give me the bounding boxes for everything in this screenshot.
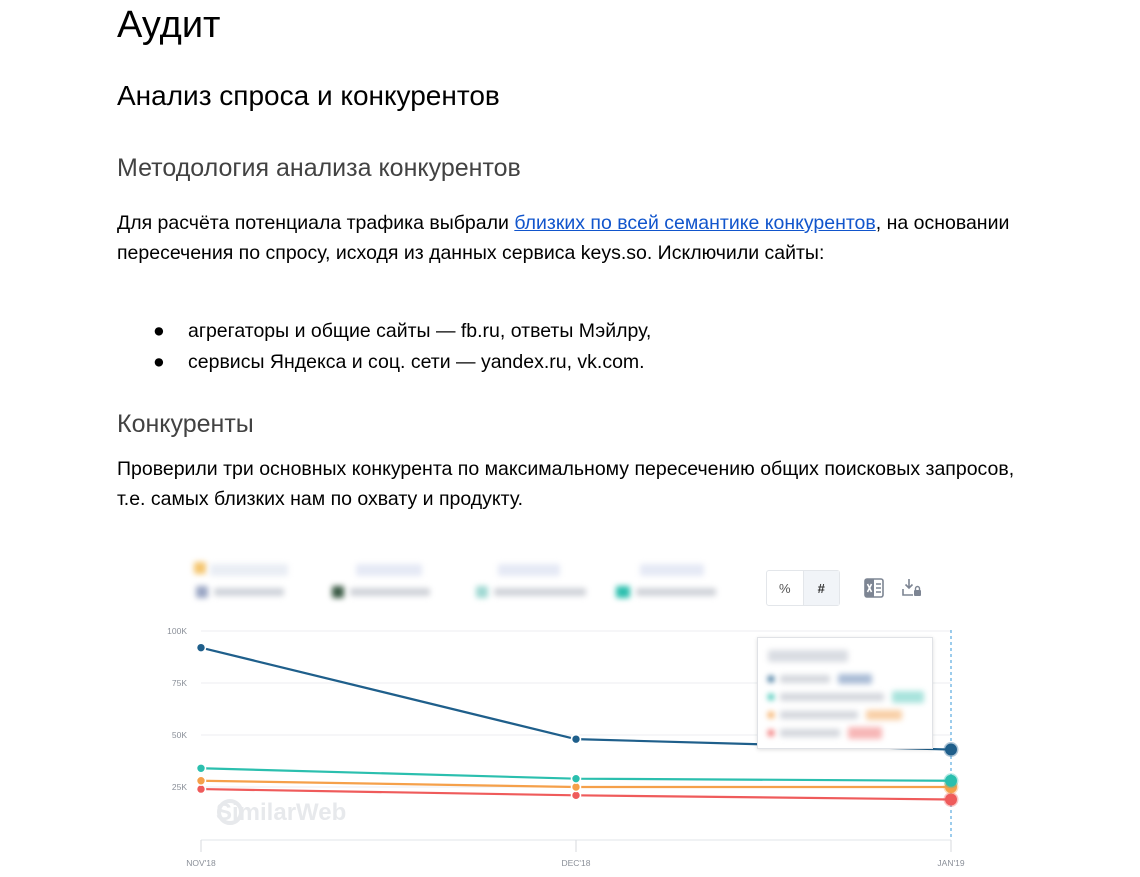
y-tick-label: 75K [171, 678, 187, 688]
hover-tooltip [757, 637, 933, 749]
bullet-icon: ● [153, 351, 165, 373]
bullet-icon: ● [153, 320, 165, 342]
number-toggle-button[interactable]: # [803, 571, 840, 605]
list-item-text: сервисы Яндекса и соц. сети — yandex.ru, vk.com. [188, 351, 645, 373]
competitors-paragraph: Проверили три основных конкурента по максимальному пересечению общих поисковых запросов, т.е. самых близких нам по охвату и продукту. [117, 458, 1015, 510]
page-subtitle: Анализ спроса и конкурентов [117, 80, 500, 111]
data-point[interactable] [197, 643, 206, 652]
y-tick-label: 25K [171, 782, 187, 792]
data-point[interactable] [945, 793, 957, 805]
data-point[interactable] [197, 776, 206, 785]
section-heading-competitors: Конкуренты [117, 410, 254, 438]
percent-toggle-button[interactable]: % [778, 580, 791, 596]
excluded-sites-list [153, 316, 651, 378]
list-item [153, 347, 651, 378]
list-item-text: агрегаторы и общие сайты — fb.ru, ответы Мэйлру, [188, 320, 652, 342]
y-tick-label: 100K [167, 626, 187, 636]
x-tick-label: DEC'18 [561, 858, 591, 868]
page-title: Аудит [117, 4, 221, 46]
traffic-chart-widget [160, 540, 980, 877]
x-tick-label: JAN'19 [937, 858, 965, 868]
data-point[interactable] [945, 775, 957, 787]
paragraph-text: , на основании пересечения по спросу, исходя из данных сервиса keys.so. Исключили сайты: [117, 212, 1010, 264]
data-point[interactable] [945, 744, 957, 756]
paragraph-text: Для расчёта потенциала трафика выбрали [117, 212, 515, 234]
data-point[interactable] [197, 764, 206, 773]
data-point[interactable] [572, 735, 581, 744]
y-tick-label: 50K [171, 730, 187, 740]
x-tick-label: NOV'18 [186, 858, 216, 868]
methodology-paragraph [117, 208, 1017, 268]
data-point[interactable] [572, 774, 581, 783]
section-heading-methodology: Методология анализа конкурентов [117, 154, 521, 182]
competitors-link[interactable]: близких по всей семантике конкурентов [514, 212, 876, 234]
watermark-text: SimilarWeb [216, 799, 347, 826]
list-item [153, 316, 651, 347]
